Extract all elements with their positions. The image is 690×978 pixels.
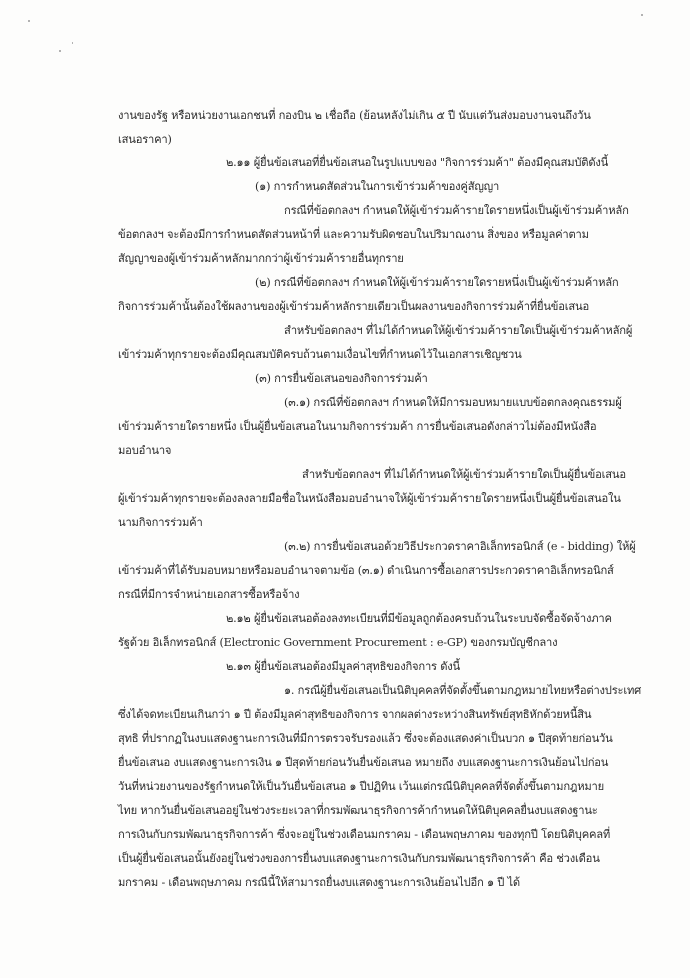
- scan-speck: [72, 42, 73, 44]
- sub-clause-3-1-heading: (๓.๑) กรณีที่ข้อตกลงฯ กำหนดให้มีการมอบหมายแบบข้อตกลงคุณธรรมผู้: [284, 396, 622, 409]
- text-line-11: เข้าร่วมค้าทุกรายจะต้องมีคุณสมบัติครบถ้วนตามเงื่อนไขที่กำหนดไว้ในเอกสารเชิญชวน: [118, 348, 522, 361]
- clause-2-11-heading: ๒.๑๑ ผู้ยื่นข้อเสนอที่ยื่นข้อเสนอในรูปแบบของ "กิจการร่วมค้า" ต้องมีคุณสมบัติดังนี้: [226, 156, 609, 169]
- text-line-7: สัญญาของผู้เข้าร่วมค้าหลักมากกว่าผู้เข้าร่วมค้ารายอื่นทุกราย: [118, 252, 404, 265]
- text-line-26: ซึ่งได้จดทะเบียนเกินกว่า ๑ ปี ต้องมีมูลค่าสุทธิของกิจการ จากผลต่างระหว่างสินทรัพย์สุทธิหักด้วยหนี้สิน: [118, 708, 592, 721]
- text-line-33: มกราคม - เดือนพฤษภาคม กรณีนี้ให้สามารถยื่นงบแสดงฐานะการเงินย้อนไปอีก ๑ ปี ได้: [118, 876, 520, 889]
- item-1-heading: ๑. กรณีผู้ยื่นข้อเสนอเป็นนิติบุคคลที่จัดตั้งขึ้นตามกฎหมายไทยหรือต่างประเทศ: [284, 684, 642, 697]
- text-line-23: รัฐด้วย อิเล็กทรอนิกส์ (Electronic Government Procurement : e-GP) ของกรมบัญชีกลาง: [118, 636, 558, 649]
- sub-clause-2-heading: (๒) กรณีที่ข้อตกลงฯ กำหนดให้ผู้เข้าร่วมค้ารายใดรายหนึ่งเป็นผู้เข้าร่วมค้าหลัก: [255, 276, 619, 289]
- text-line-30: ไทย หากวันยื่นข้อเสนออยู่ในช่วงระยะเวลาที่กรมพัฒนาธุรกิจการค้ากำหนดให้นิติบุคคลยื่นงบแสดงฐานะ: [118, 804, 598, 817]
- text-line-1: งานของรัฐ หรือหน่วยงานเอกชนที่ กองบิน ๒ เชื่อถือ (ย้อนหลังไม่เกิน ๕ ปี นับแต่วันส่งมอบงานจนถึงวัน: [118, 109, 591, 122]
- text-line-6: ข้อตกลงฯ จะต้องมีการกำหนดสัดส่วนหน้าที่ และความรับผิดชอบในปริมาณงาน สิ่งของ หรือมูลค่าตาม: [118, 228, 589, 241]
- text-line-29: วันที่หน่วยงานของรัฐกำหนดให้เป็นวันยื่นข้อเสนอ ๑ ปีปฏิทิน เว้นแต่กรณีนิติบุคคลที่จัดตั้งขึ้นตามกฎหมาย: [118, 780, 604, 793]
- sub-clause-1-heading: (๑) การกำหนดสัดส่วนในการเข้าร่วมค้าของคู่สัญญา: [255, 180, 500, 193]
- text-line-28: ยื่นข้อเสนอ งบแสดงฐานะการเงิน ๑ ปีสุดท้ายก่อนวันยื่นข้อเสนอ หมายถึง งบแสดงฐานะการเงินย้อนไปก่อน: [118, 756, 609, 769]
- text-line-9: กิจการร่วมค้านั้นต้องใช้ผลงานของผู้เข้าร่วมค้าหลักรายเดียวเป็นผลงานของกิจการร่วมค้าที่ยื่นข้อเสนอ: [118, 300, 589, 313]
- text-line-14: เข้าร่วมค้ารายใดรายหนึ่ง เป็นผู้ยื่นข้อเสนอในนามกิจการร่วมค้า การยื่นข้อเสนอดังกล่าวไม่ต้องมีหนังสือ: [118, 420, 597, 433]
- text-line-32: เป็นผู้ยื่นข้อเสนอนั้นยังอยู่ในช่วงของการยื่นงบแสดงฐานะการเงินกับกรมพัฒนาธุรกิจการค้า คือ ช่วงเดือน: [118, 852, 600, 865]
- text-line-16: สำหรับข้อตกลงฯ ที่ไม่ได้กำหนดให้ผู้เข้าร่วมค้ารายใดเป็นผู้ยื่นข้อเสนอ: [302, 468, 626, 481]
- sub-clause-3-2-heading: (๓.๒) การยื่นข้อเสนอด้วยวิธีประกวดราคาอิเล็กทรอนิกส์ (e - bidding) ให้ผู้: [284, 540, 636, 553]
- scan-speck: [59, 50, 61, 52]
- scan-speck: [641, 14, 643, 16]
- text-line-15: มอบอำนาจ: [118, 444, 172, 457]
- clause-2-12-heading: ๒.๑๒ ผู้ยื่นข้อเสนอต้องลงทะเบียนที่มีข้อมูลถูกต้องครบถ้วนในระบบจัดซื้อจัดจ้างภาค: [226, 612, 612, 625]
- text-line-27: สุทธิ ที่ปรากฏในงบแสดงฐานะการเงินที่มีการตรวจรับรองแล้ว ซึ่งจะต้องแสดงค่าเป็นบวก ๑ ปีสุดท้ายก่อนวัน: [118, 732, 613, 745]
- sub-clause-3-heading: (๓) การยื่นข้อเสนอของกิจการร่วมค้า: [255, 372, 428, 385]
- text-line-5: กรณีที่ข้อตกลงฯ กำหนดให้ผู้เข้าร่วมค้ารายใดรายหนึ่งเป็นผู้เข้าร่วมค้าหลัก: [284, 204, 629, 217]
- text-line-31: การเงินกับกรมพัฒนาธุรกิจการค้า ซึ่งจะอยู่ในช่วงเดือนมกราคม - เดือนพฤษภาคม ของทุกปี โดยนิติบุคคลที่: [118, 828, 611, 841]
- scan-speck: [28, 20, 30, 22]
- text-line-10: สำหรับข้อตกลงฯ ที่ไม่ได้กำหนดให้ผู้เข้าร่วมค้ารายใดเป็นผู้เข้าร่วมค้าหลักผู้: [284, 324, 633, 337]
- text-line-20: เข้าร่วมค้าที่ได้รับมอบหมายหรือมอบอำนาจตามข้อ (๓.๑) ดำเนินการซื้อเอกสารประกวดราคาอิเล็กทรอนิกส์: [118, 564, 614, 577]
- text-line-2: เสนอราคา): [118, 133, 172, 146]
- text-line-18: นามกิจการร่วมค้า: [118, 516, 203, 529]
- clause-2-13-heading: ๒.๑๓ ผู้ยื่นข้อเสนอต้องมีมูลค่าสุทธิของกิจการ ดังนี้: [226, 660, 460, 673]
- text-line-21: กรณีที่มีการจำหน่ายเอกสารซื้อหรือจ้าง: [118, 588, 300, 601]
- text-line-17: ผู้เข้าร่วมค้าทุกรายจะต้องลงลายมือชื่อในหนังสือมอบอำนาจให้ผู้เข้าร่วมค้ารายใดรายหนึ่งเป็นผู้ยื่นข้อเสนอใน: [118, 492, 621, 505]
